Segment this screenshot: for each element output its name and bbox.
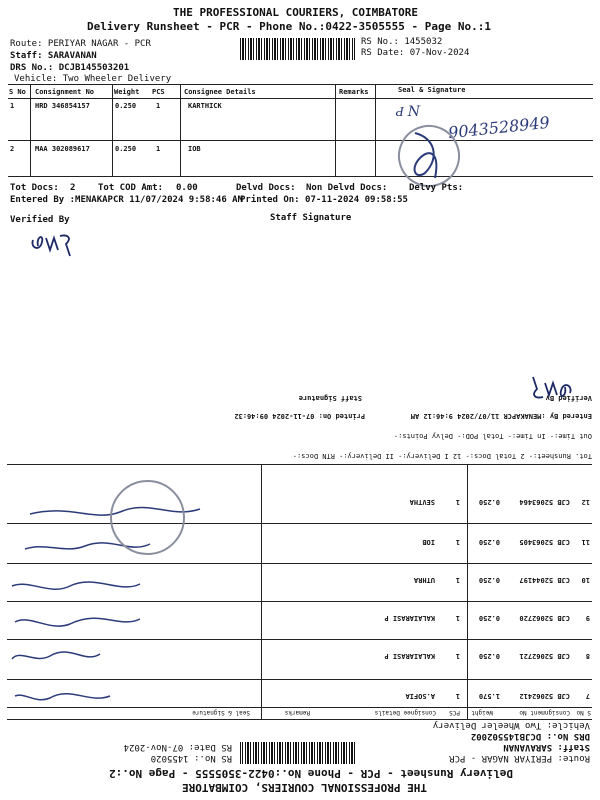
handwritten-initials: Ԁ N (395, 104, 420, 120)
row-weight: 1.570 (478, 692, 500, 700)
rs-date: RS Date: 07-Nov-2024 (361, 48, 470, 58)
row-weight: 0.250 (478, 652, 500, 660)
non-delvd-docs: Non Delvd Docs: (306, 183, 388, 193)
row-sno: 2 (10, 145, 15, 153)
col-divider (467, 465, 468, 720)
header-pcs: PCS (152, 88, 165, 96)
header-weight: Weight (114, 88, 140, 96)
row-sno: 1 (10, 102, 15, 110)
table-header-rule (7, 707, 592, 708)
staff-text: Staff: SARAVANAN (10, 51, 97, 61)
table-bottom-rule (8, 176, 593, 177)
bank-seal-stamp (110, 480, 185, 555)
drs-number: DRS No.: DCJB145502002 (470, 731, 590, 741)
row-weight: 0.250 (115, 145, 137, 153)
row-pcs: 1 (455, 692, 460, 700)
col-divider (375, 84, 376, 176)
header-sno: S No (576, 709, 591, 716)
rs-number: RS No.: 1455032 (361, 37, 443, 47)
header-remarks: Remarks (284, 709, 310, 716)
row-weight: 0.250 (478, 614, 500, 622)
route-text: Route: PERIYAR NAGAR - PCR (10, 39, 151, 49)
row-consignment: HRD 346854157 (35, 102, 90, 110)
header-remarks: Remarks (339, 88, 369, 96)
tot-docs-label: Tot Docs: (10, 183, 59, 193)
signature-scribble-icon (405, 128, 445, 183)
table-header-rule (8, 98, 593, 99)
row-sno: 12 (581, 498, 590, 506)
header-pcs: PCS (449, 709, 460, 716)
delvd-docs: Delvd Docs: (236, 183, 296, 193)
time-totals: Out Time:- In Time:- Total POD:- Delvy Points:- (393, 432, 592, 440)
table-top-rule (8, 84, 593, 85)
verifier-signature-icon (520, 375, 575, 405)
row-consignment: MAA 302089617 (35, 145, 90, 153)
entered-by: Entered By :MENAKAPCR 11/07/2024 9:58:46 AM (10, 195, 243, 205)
col-divider (335, 84, 336, 176)
row-pcs: 1 (455, 614, 460, 622)
verified-by-label: Verified By (10, 215, 70, 225)
handwritten-phone: 9043528949 (447, 112, 551, 143)
row-consignee: KALAIARASI P (384, 652, 435, 660)
row-consignee: IOB (422, 538, 435, 546)
row-consignment: CJB 52063405 (519, 538, 570, 546)
printed-on: Printed On: 07-11-2024 09:58:55 (240, 195, 408, 205)
row-consignment: CJB 52062720 (519, 614, 570, 622)
table-top-rule (7, 719, 592, 720)
header-weight: Weight (471, 709, 493, 716)
staff-text: Staff: SARAVANAN (503, 742, 590, 752)
drs-number: DRS No.: DCJB145503201 (10, 63, 130, 73)
row-consignment: CJB 52044197 (519, 576, 570, 584)
staff-signature-label: Staff Signature (270, 213, 352, 223)
row-sno: 11 (581, 538, 590, 546)
row-consignment: CJB 52063464 (519, 498, 570, 506)
row-consignee: SEVTHA (409, 498, 435, 506)
row-consignment: CJB 52062721 (519, 652, 570, 660)
header-seal: Seal & Signature (398, 86, 466, 94)
row-consignee: KALAIARASI P (384, 614, 435, 622)
printed-on: Printed On: 07-11-2024 09:46:32 (234, 412, 365, 420)
col-divider (180, 84, 181, 176)
table-row-rule (8, 140, 593, 141)
row-pcs: 1 (455, 538, 460, 546)
row-consignee: KARTHICK (188, 102, 222, 110)
verified-by-label: Verified By (545, 394, 592, 402)
header-consignee: Consignee Details (374, 709, 436, 716)
header-consignee: Consignee Details (184, 88, 256, 96)
row-weight: 0.250 (478, 498, 500, 506)
row-consignee: A.SOFIA (405, 692, 435, 700)
vehicle-text: Vehicle: Two Wheeler Delivery (14, 74, 172, 84)
col-divider (30, 84, 31, 176)
table-bottom-rule (7, 464, 592, 465)
company-title: THE PROFESSIONAL COURIERS, COIMBATORE (181, 781, 427, 794)
runsheet-title: Delivery Runsheet - PCR - Phone No.:0422-3505555 - Page No.:2 (109, 767, 513, 780)
company-title: THE PROFESSIONAL COURIERS, COIMBATORE (173, 6, 419, 19)
row-pcs: 1 (455, 576, 460, 584)
col-divider (112, 84, 113, 176)
row-consignee: IOB (188, 145, 201, 153)
row-consignment: CJB 52062412 (519, 692, 570, 700)
vehicle-text: Vehicle: Two Wheeler Delivery (432, 720, 590, 730)
header-consignment: Consignment No (35, 88, 95, 96)
runsheet-totals: Tot. Runsheet:- 2 Total Docs:- 12 I Delivery:- II Delivery:- RTN Docs:- (292, 452, 592, 460)
staff-signature-label: Staff Signature (298, 394, 362, 402)
rs-number: RS No.: 1455020 (150, 753, 232, 763)
row-sno: 7 (585, 692, 590, 700)
entered-by: Entered By :MENAKAPCR 11/07/2024 9:46:12 AM (410, 412, 592, 420)
row-sno: 10 (581, 576, 590, 584)
route-text: Route: PERIYAR NAGAR - PCR (449, 753, 590, 763)
header-seal: Seal & Signature (192, 709, 250, 716)
row-consignee: UTHRA (413, 576, 435, 584)
row-sno: 8 (585, 652, 590, 660)
runsheet-page-2 (0, 372, 600, 800)
rs-date: RS Date: 07-Nov-2024 (123, 742, 232, 752)
row-weight: 0.250 (478, 576, 500, 584)
barcode-image (240, 38, 355, 60)
header-sno: S No (9, 88, 26, 96)
row-pcs: 1 (455, 652, 460, 660)
verifier-signature-icon (28, 228, 83, 258)
delvy-pts: Delvy Pts: (409, 183, 464, 193)
row-weight: 0.250 (115, 102, 137, 110)
row-pcs: 1 (156, 102, 161, 110)
cod-value: 0.00 (176, 183, 198, 193)
row-weight: 0.250 (478, 538, 500, 546)
tot-docs-value: 2 (70, 183, 76, 193)
barcode-image (240, 742, 355, 764)
col-divider (261, 465, 262, 720)
row-sno: 9 (585, 614, 590, 622)
runsheet-title: Delivery Runsheet - PCR - Phone No.:0422-3505555 - Page No.:1 (87, 20, 491, 33)
row-pcs: 1 (156, 145, 161, 153)
header-consignment: Consignment No (519, 709, 570, 716)
cod-label: Tot COD Amt: (98, 183, 164, 193)
row-pcs: 1 (455, 498, 460, 506)
